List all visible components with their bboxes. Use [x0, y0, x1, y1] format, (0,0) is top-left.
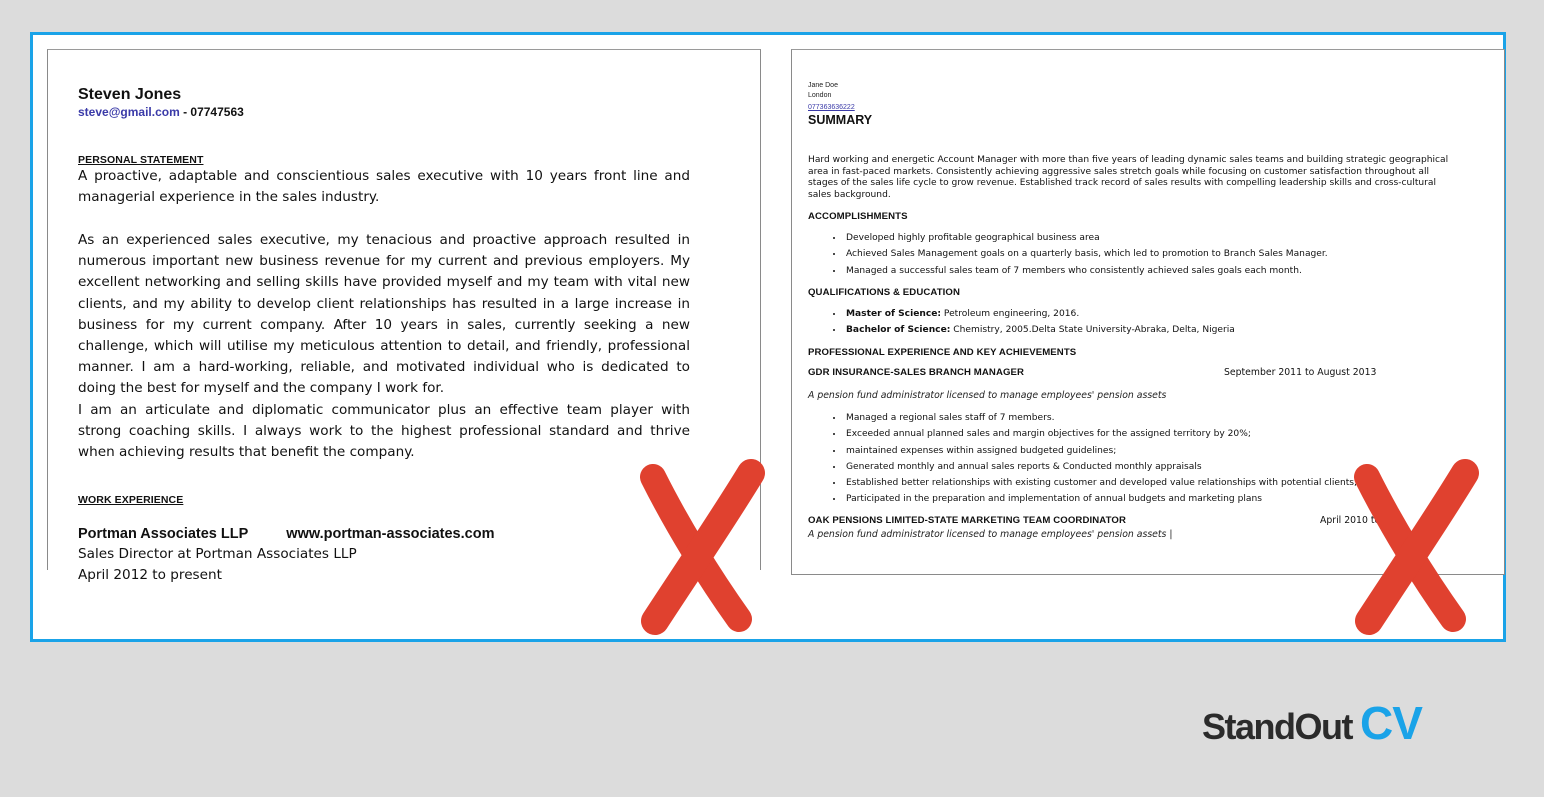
job-company-line — [78, 526, 494, 542]
degree-detail: Petroleum engineering, 2016. — [941, 309, 1080, 319]
cv-name: Steven Jones — [78, 86, 182, 103]
job-role: Sales Director at Portman Associates LLP — [78, 546, 357, 562]
job-title: GDR INSURANCE-SALES BRANCH MANAGER — [808, 367, 1025, 378]
cv-city: London — [808, 92, 832, 99]
cv-contact — [78, 105, 244, 119]
job-title: OAK PENSIONS LIMITED-STATE MARKETING TEAM COORDINATOR — [808, 515, 1126, 526]
job-dates: April 2012 to present — [78, 567, 222, 583]
list-item: • Generated monthly and annual sales reports & Conducted monthly appraisals — [844, 459, 1357, 475]
job-description: A pension fund administrator licensed to manage employees' pension assets | — [808, 529, 1173, 540]
job-duties-list — [822, 410, 1357, 508]
summary-heading: SUMMARY — [808, 113, 873, 127]
list-item: • Managed a successful sales team of 7 members who consistently achieved sales goals each month. — [844, 263, 1328, 279]
work-experience-heading: WORK EXPERIENCE — [78, 494, 184, 506]
job-dates: April 2010 to A — [1320, 515, 1390, 526]
accomplishments-list — [822, 230, 1328, 279]
accomplishments-heading: ACCOMPLISHMENTS — [808, 211, 908, 222]
degree-detail: Chemistry, 2005.Delta State University-Abraka, Delta, Nigeria — [950, 325, 1235, 336]
list-item: • Managed a regional sales staff of 7 members. — [844, 410, 1357, 426]
list-item: • Established better relationships with existing customer and developed value relationships with potential clients; — [844, 475, 1357, 491]
degree-label: Master of Science: — [846, 309, 942, 319]
comparison-frame — [30, 32, 1506, 642]
personal-statement-paragraph-2: As an experienced sales executive, my tenacious and proactive approach resulted in numerous important new business revenue for my current and previous employers. My excellent networking and selling skills have provided myself and my team with vital new clients, and my ability to develop client relationships has resulted in a large increase in business for my current company. After 10 years in sales, currently seeking a new challenge, which will utilise my meticulous attention to detail, and friendly, professional manner. I am a hard-working, reliable, and motivated individual who is dedicated to doing the best for myself and the company I work for. — [78, 232, 690, 397]
qualifications-list — [822, 306, 1235, 339]
list-item — [844, 322, 1235, 338]
summary-paragraph: Hard working and energetic Account Manager with more than five years of leading dynamic sales teams and building strategic geographical area in fast-paced markets. Consistently achieving aggressive sales stretch goals while focusing on customer satisfaction throughout all stages of the sales life cycle to grow revenue. Established track record of sales results with compelling leadership skills and cross-cultural sales background. — [808, 155, 1449, 200]
personal-statement-paragraph-3: I am an articulate and diplomatic communicator plus an effective team player with strong coaching skills. I always work to the highest professional standard and thrive when achieving results that benefit the company. — [78, 402, 690, 461]
logo-text-standout: StandOut — [1202, 706, 1352, 747]
red-x-mark-icon — [637, 465, 767, 627]
standout-cv-logo — [1202, 696, 1422, 750]
list-item — [844, 306, 1235, 322]
personal-statement-heading: PERSONAL STATEMENT — [78, 154, 204, 166]
experience-heading: PROFESSIONAL EXPERIENCE AND KEY ACHIEVEMENTS — [808, 347, 1077, 358]
company-name: Portman Associates LLP — [78, 526, 249, 542]
list-item: • Exceeded annual planned sales and margin objectives for the assigned territory by 20%; — [844, 426, 1357, 442]
cv-email: steve@gmail.com — [78, 105, 180, 119]
logo-text-cv: CV — [1359, 697, 1422, 749]
list-item: • Achieved Sales Management goals on a quarterly basis, which led to promotion to Branch Sales Manager. — [844, 246, 1328, 262]
cv-phone: 077363636222 — [808, 104, 855, 111]
list-item: • maintained expenses within assigned budgeted guidelines; — [844, 443, 1357, 459]
cv-phone: - 07747563 — [179, 105, 244, 119]
red-x-mark-icon — [1351, 465, 1481, 627]
personal-statement-paragraph-1: A proactive, adaptable and conscientious sales executive with 10 years front line and managerial experience in the sales industry. — [78, 168, 690, 206]
list-item: • Developed highly profitable geographical business area — [844, 230, 1328, 246]
list-item: • Participated in the preparation and implementation of annual budgets and marketing plans — [844, 491, 1357, 507]
job-dates: September 2011 to August 2013 — [1224, 367, 1377, 378]
company-website: www.portman-associates.com — [286, 526, 495, 542]
degree-label: Bachelor of Science: — [846, 325, 951, 336]
cv-name: Jane Doe — [808, 82, 838, 89]
job-description: A pension fund administrator licensed to manage employees' pension assets — [808, 390, 1167, 401]
qualifications-heading: QUALIFICATIONS & EDUCATION — [808, 287, 961, 298]
